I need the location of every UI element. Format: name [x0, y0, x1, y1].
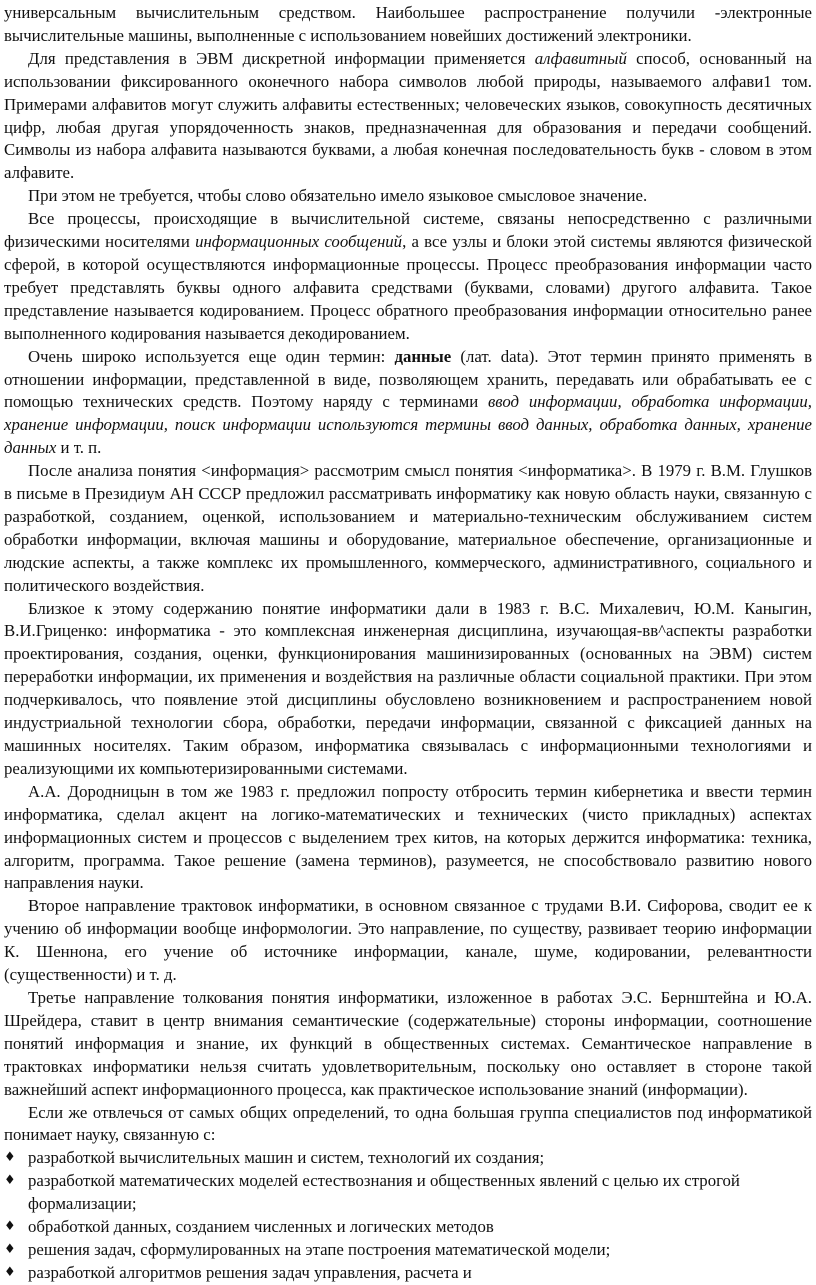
- diamond-bullet-icon: ♦: [4, 1241, 16, 1257]
- list-item: [4, 1239, 812, 1262]
- text-run: Очень широко используется еще один термин:: [28, 346, 395, 366]
- paragraph-bernstein: Третье направление толкования понятия информатики, изложенное в работах Э.С. Бернштейна и Ю.А. Шрейдера, ставит в центр внимания семантические (содержательные) стороны информации, соотношение понятий информация и знание, их функций в общественных системах. Семантическое направление в трактовках информатики нельзя считать удовлетворительным, поскольку оно оставляет в стороне такой важнейший аспект информационного процесса, как практическое использование знаний (информации).: [4, 987, 812, 1099]
- diamond-bullet-icon: ♦: [4, 1173, 16, 1189]
- term-data: данные: [394, 346, 452, 366]
- paragraph-glushkov: После анализа понятия <информация> рассмотрим смысл понятия <информатика>. В 1979 г. В.М. Глушков в письме в Президиум АН СССР предложил рассматривать информатику как новую область науки, связанную с разработкой, созданием, оценкой, использованием и материально-техническим обслуживанием систем обработки информации, включая машины и оборудование, материальное обеспечение, организационные и людские аспекты, а также комплекс их промышленного, коммерческого, административного, социального и политического воздействия.: [4, 461, 812, 595]
- list-item-text: решения задач, сформулированных на этапе построения математической модели;: [28, 1239, 611, 1259]
- text-run: Все процессы, происходящие в вычислительной системе, связаны непосредственно с различными физическими носителями: [4, 209, 812, 252]
- text-run: (лат. data). Этот термин принято применять в отношении информации, представленной в виде, позволяющем хранить, передавать или обрабатывать ее с помощью технических средств. Поэтому наряду с терминами: [4, 346, 812, 412]
- paragraph-siforov: Второе направление трактовок информатики, в основном связанное с трудами В.И. Сифорова, сводит ее к учению об информации вообще информологии. Это направление, по существу, развивает теорию информации К. Шеннона, его учение об источнике информации, канале, шуме, кодировании, релевантности (существенности) и т. д.: [4, 896, 812, 985]
- text-run: Для представления в ЭВМ дискретной информации применяется: [28, 48, 535, 68]
- bullet-list: [4, 1147, 812, 1284]
- list-item-text: разработкой математических моделей естествознания и общественных явлений с целью их строгой формализации;: [28, 1171, 740, 1214]
- paragraph-word-meaning: При этом не требуется, чтобы слово обязательно имело языковое смысловое значение.: [28, 186, 648, 206]
- term-alphabetic: алфавитный: [534, 48, 627, 68]
- diamond-bullet-icon: ♦: [4, 1219, 16, 1235]
- term-information-messages: информационных сообщений: [195, 232, 403, 252]
- list-item: [4, 1216, 812, 1239]
- paragraph-alphabet-method: [4, 48, 812, 185]
- paragraph-dorodnitsyn: А.А. Дородницын в том же 1983 г. предложил попросту отбросить термин кибернетика и ввести термин информатика, сделал акцент на логико-математических и технических (чисто прикладных) аспектах информационных систем и процессов с выделением трех китов, на которых держится информатика: техника, алгоритм, программа. Такое решение (замена терминов), разумеется, не способствовало развитию нового направления науки.: [4, 781, 812, 893]
- list-item-text: разработкой алгоритмов решения задач управления, расчета и: [28, 1262, 472, 1282]
- list-item-text: разработкой вычислительных машин и систем, технологий их создания;: [28, 1148, 545, 1168]
- diamond-bullet-icon: ♦: [4, 1150, 16, 1166]
- paragraph-continuation: универсальным вычислительным средством. Наибольшее распространение получили -электронные вычислительные машины, выполненные с использованием новейших достижений электроники.: [4, 3, 812, 45]
- text-run: способ, основанный на использовании фиксированного оконечного набора символов любой природы, называемого алфави1 том. Примерами алфавитов могут служить алфавиты естественных; человеческих языков, совокупность десятичных цифр, любая другая упорядоченность знаков, предназначенная для образования и передачи сообщений. Символы из набора алфавита называются буквами, а любая конечная последовательность букв - словом в этом алфавите.: [4, 48, 812, 183]
- paragraph-coding: [4, 208, 812, 345]
- list-item-text: обработкой данных, созданием численных и логических методов: [28, 1217, 494, 1237]
- terms-italic-list: ввод информации, обработка информации, хранение информации, поиск информации используются термины ввод данных, обработка данных, хранение данных: [4, 392, 812, 458]
- list-item: [4, 1147, 812, 1170]
- paragraph-data-term: [4, 346, 812, 461]
- text-run: и т. п.: [56, 438, 102, 458]
- list-item: [4, 1262, 812, 1285]
- list-item: [4, 1170, 812, 1216]
- paragraph-definitions-intro: Если же отвлечься от самых общих определений, то одна большая группа специалистов под информатикой понимает науку, связанную с:: [4, 1102, 812, 1145]
- text-run: , а все узлы и блоки этой системы являются физической сферой, в которой осуществляются информационные процессы. Процесс преобразования информации часто требует представлять буквы одного алфавита средствами (буквами, словами) другого алфавита. Такое представление называется кодированием. Процесс обратного преобразования информации относительно ранее выполненного кодирования называется декодированием.: [4, 232, 812, 343]
- diamond-bullet-icon: ♦: [4, 1264, 16, 1280]
- paragraph-mikhalevich: Близкое к этому содержанию понятие информатики дали в 1983 г. В.С. Михалевич, Ю.М. Каныгин, В.И.Гриценко: информатика - это комплексная инженерная дисциплина, изучающая-вв^аспекты разработки проектирования, создания, оценки, функционирования машинизированных (основанных на ЭВМ) систем переработки информации, их применения и воздействия на различные области социальной практики. При этом подчеркивалось, что появление этой дисциплины обусловлено возникновением и распространением новой индустриальной технологии сбора, обработки, передачи информации, связанной с фиксацией данных на машинных носителях. Таким образом, информатика связывалась с информационными технологиями и реализующими их компьютеризированными системами.: [4, 598, 812, 778]
